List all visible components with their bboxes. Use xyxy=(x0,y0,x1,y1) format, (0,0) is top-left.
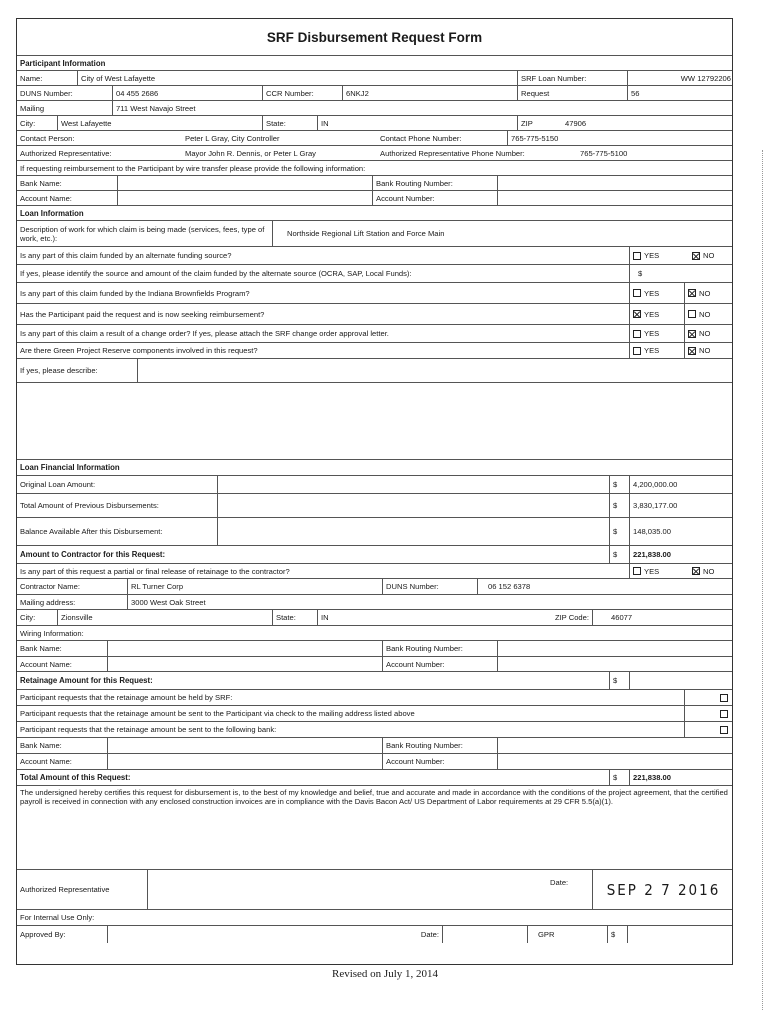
gpr-currency: $ xyxy=(607,926,627,943)
auth-rep-field[interactable]: Mayor John R. Dennis, or Peter L Gray xyxy=(185,148,316,158)
wiring-row xyxy=(17,625,732,640)
checkbox-icon[interactable] xyxy=(720,694,728,702)
total-currency: $ xyxy=(609,770,629,785)
signature-date-field[interactable]: SEP 2 7 2016 xyxy=(592,870,734,909)
approved-field[interactable] xyxy=(107,926,402,943)
q2-text: If yes, please identify the source and amount of the claim funded by the alternate source (OCRA, SAP, Local Funds): xyxy=(20,269,412,278)
retainage-opt3-text: Participant requests that the retainage amount be sent to the following bank: xyxy=(20,725,277,734)
form-title: SRF Disbursement Request Form xyxy=(266,29,483,45)
contractor-zip-field[interactable]: 46077 xyxy=(592,610,734,625)
retainage-opt3-box[interactable] xyxy=(684,722,734,737)
participant-bank-routing-label: Bank Routing Number: xyxy=(372,176,497,190)
q6-text: Are there Green Project Reserve components involved in this request? xyxy=(20,346,258,355)
revision-footer: Revised on July 1, 2014 xyxy=(331,968,439,980)
contractor-amount-value[interactable]: 221,838.00 xyxy=(629,546,734,563)
participant-account-number-field[interactable] xyxy=(497,191,734,205)
participant-bank-routing-field[interactable] xyxy=(497,176,734,190)
contractor-account-number-label: Account Number: xyxy=(382,657,497,671)
name-label: Name: xyxy=(20,73,43,83)
contractor-duns-label: DUNS Number: xyxy=(382,579,477,594)
previous-disb-spacer xyxy=(217,494,609,517)
gpr-label: GPR xyxy=(527,926,607,943)
checked-box-icon[interactable] xyxy=(692,567,700,575)
contractor-amount-row xyxy=(17,545,732,563)
zip-label: ZIP xyxy=(517,116,562,130)
balance-currency: $ xyxy=(609,518,629,545)
contractor-name-row xyxy=(17,578,732,594)
contractor-zip-label: ZIP Code: xyxy=(554,613,589,622)
auth-rep-row xyxy=(17,145,732,160)
signature-date-label: Date: xyxy=(550,878,569,887)
loan-number-field[interactable]: WW 12792206 xyxy=(627,71,734,85)
ccr-field[interactable]: 6NKJ2 xyxy=(342,86,517,100)
participant-section-row xyxy=(17,55,732,70)
participant-section-title: Participant Information xyxy=(20,58,106,68)
auth-phone-label: Authorized Representative Phone Number: xyxy=(380,148,525,158)
contact-phone-label: Contact Phone Number: xyxy=(380,133,462,143)
q5-yes[interactable]: YES xyxy=(629,325,684,342)
previous-disb-value[interactable]: 3,830,177.00 xyxy=(629,494,734,517)
city-row xyxy=(17,115,732,130)
financial-section-row xyxy=(17,459,732,475)
q6-yes[interactable]: YES xyxy=(629,343,684,358)
approved-row xyxy=(17,925,732,943)
contractor-account-name-label: Account Name: xyxy=(20,659,72,669)
mailing-field[interactable]: 711 West Navajo Street xyxy=(112,101,512,115)
retainage-account-name-label: Account Name: xyxy=(20,757,72,766)
checked-box-icon[interactable] xyxy=(688,330,696,338)
checked-box-icon[interactable] xyxy=(688,289,696,297)
mailing-label: Mailing xyxy=(20,103,45,113)
auth-rep-label: Authorized Representative: xyxy=(20,148,112,158)
q4-row xyxy=(17,303,732,324)
retainage-opt2-row xyxy=(17,705,732,721)
balance-label: Balance Available After this Disbursement: xyxy=(20,527,163,536)
describe-label: If yes, please describe: xyxy=(20,366,98,375)
retainage-bank-name-label: Bank Name: xyxy=(20,741,62,750)
retainage-bank-name-field[interactable] xyxy=(107,738,382,753)
zip-field[interactable]: 47906 xyxy=(565,118,587,128)
city-field[interactable]: West Lafayette xyxy=(57,116,262,130)
q2-row xyxy=(17,264,732,282)
internal-date-label: Date: xyxy=(420,930,439,939)
certification-text: The undersigned hereby certifies this request for disbursement is, to the best of my knowledge and belief, true and accurate and made in accordance with the conditions of the project agreement, that the certified payroll is received in connection with any enclosed construction invoices are in compliance with the Davis Bacon Act/ US Department of Labor requirements at 29 CFR 5.5(a)(1). xyxy=(20,788,728,806)
name-row xyxy=(17,70,732,85)
previous-disb-currency: $ xyxy=(609,494,629,517)
contractor-mailing-field[interactable]: 3000 West Oak Street xyxy=(127,595,477,609)
certification-row xyxy=(17,785,732,819)
contractor-state-field[interactable]: IN xyxy=(317,610,517,625)
contractor-city-label: City: xyxy=(20,613,36,622)
checkbox-icon[interactable] xyxy=(633,252,641,260)
approved-label: Approved By: xyxy=(20,930,66,939)
participant-account-row xyxy=(17,190,732,205)
retainage-opt1-row xyxy=(17,689,732,705)
balance-value[interactable]: 148,035.00 xyxy=(629,518,734,545)
contact-field[interactable]: Peter L Gray, City Controller xyxy=(185,133,280,143)
name-field[interactable]: City of West Lafayette xyxy=(77,71,517,85)
contractor-account-row xyxy=(17,656,732,671)
q4-no[interactable]: NO xyxy=(684,304,734,324)
signature-row xyxy=(17,869,732,909)
internal-label: For Internal Use Only: xyxy=(20,913,95,922)
contractor-bank-name-field[interactable] xyxy=(107,641,382,656)
wiring-label: Wiring Information: xyxy=(20,628,84,638)
describe-field[interactable] xyxy=(137,359,734,382)
loan-section-row xyxy=(17,205,732,220)
q2-amount-field[interactable]: $ xyxy=(629,265,734,282)
retainage-opt1-text: Participant requests that the retainage amount be held by SRF: xyxy=(20,693,233,702)
participant-account-number-label: Account Number: xyxy=(372,191,497,205)
contractor-state-label: State: xyxy=(272,610,317,625)
retainage-account-name-field[interactable] xyxy=(107,754,382,769)
internal-date-field[interactable] xyxy=(442,926,527,943)
duns-field[interactable]: 04 455 2686 xyxy=(112,86,262,100)
loan-section-title: Loan Information xyxy=(20,208,84,218)
previous-disb-row xyxy=(17,493,732,517)
disbursement-form xyxy=(16,18,733,965)
describe-row xyxy=(17,358,732,382)
checked-box-icon[interactable] xyxy=(633,310,641,318)
q6-no[interactable]: NO xyxy=(684,343,734,358)
retainage-bank-routing-label: Bank Routing Number: xyxy=(382,738,497,753)
retainage-account-number-label: Account Number: xyxy=(382,754,497,769)
retainage-amount-row xyxy=(17,671,732,689)
q5-text: Is any part of this claim a result of a change order? If yes, please attach the SRF change order approval letter. xyxy=(20,329,389,338)
contractor-mailing-label: Mailing address: xyxy=(20,597,76,607)
gpr-field[interactable] xyxy=(627,926,734,943)
work-desc-field[interactable]: Northside Regional Lift Station and Force Main xyxy=(272,221,734,246)
contractor-city-field[interactable]: Zionsville xyxy=(57,610,272,625)
retainage-yes[interactable]: YES xyxy=(629,564,684,578)
q4-text: Has the Participant paid the request and is now seeking reimbursement? xyxy=(20,309,265,319)
city-label: City: xyxy=(20,118,36,128)
q4-yes[interactable]: YES xyxy=(629,304,684,324)
original-loan-value[interactable]: 4,200,000.00 xyxy=(629,476,734,493)
participant-bank-row xyxy=(17,175,732,190)
duns-row xyxy=(17,85,732,100)
retainage-no[interactable]: NO xyxy=(689,564,734,578)
q1-text: Is any part of this claim funded by an alternate funding source? xyxy=(20,251,232,260)
loan-number-label: SRF Loan Number: xyxy=(517,71,627,85)
checkbox-icon[interactable] xyxy=(688,310,696,318)
contractor-bank-routing-label: Bank Routing Number: xyxy=(382,641,497,656)
mailing-row xyxy=(17,100,732,115)
work-desc-label: Description of work for which claim is being made (services, fees, type of work, etc.): xyxy=(20,224,265,243)
retainage-opt2-box[interactable] xyxy=(684,706,734,721)
internal-row xyxy=(17,909,732,925)
duns-label: DUNS Number: xyxy=(20,88,73,98)
retainage-amount-field[interactable] xyxy=(629,672,734,689)
participant-account-name-label: Account Name: xyxy=(20,193,72,203)
retainage-opt2-text: Participant requests that the retainage amount be sent to the Participant via check to the mailing address listed above xyxy=(20,709,415,718)
contractor-bank-row xyxy=(17,640,732,656)
request-field[interactable]: 56 xyxy=(627,86,734,100)
total-label: Total Amount of this Request: xyxy=(20,773,131,782)
retainage-bank-routing-field[interactable] xyxy=(497,738,734,753)
q3-no[interactable]: NO xyxy=(684,283,734,303)
retainage-q-text: Is any part of this request a partial or final release of retainage to the contractor? xyxy=(20,566,290,576)
contractor-account-name-field[interactable] xyxy=(107,657,382,671)
original-loan-currency: $ xyxy=(609,476,629,493)
retainage-opt3-row xyxy=(17,721,732,737)
original-loan-row xyxy=(17,475,732,493)
retainage-bank-row xyxy=(17,737,732,753)
q1-yes[interactable]: YES xyxy=(629,247,684,264)
q1-row xyxy=(17,246,732,264)
previous-disb-label: Total Amount of Previous Disbursements: xyxy=(20,501,159,510)
retainage-amount-label: Retainage Amount for this Request: xyxy=(20,676,153,685)
checkbox-icon[interactable] xyxy=(633,567,641,575)
scan-edge xyxy=(762,150,764,1010)
state-field[interactable]: IN xyxy=(317,116,517,130)
wire-note-row xyxy=(17,160,732,175)
contractor-name-field[interactable]: RL Turner Corp xyxy=(127,579,382,594)
wire-note: If requesting reimbursement to the Participant by wire transfer please provide the following information: xyxy=(20,163,366,173)
checkbox-icon[interactable] xyxy=(633,347,641,355)
auth-signature-field[interactable] xyxy=(147,870,547,909)
q3-text: Is any part of this claim funded by the Indiana Brownfields Program? xyxy=(20,288,250,298)
balance-spacer xyxy=(217,518,609,545)
retainage-account-number-field[interactable] xyxy=(497,754,734,769)
checkbox-icon[interactable] xyxy=(720,710,728,718)
retainage-currency: $ xyxy=(609,672,629,689)
q3-yes[interactable]: YES xyxy=(629,283,684,303)
q6-row xyxy=(17,342,732,358)
participant-bank-name-field[interactable] xyxy=(117,176,372,190)
total-amount[interactable]: 221,838.00 xyxy=(629,770,734,785)
contractor-city-row xyxy=(17,609,732,625)
work-desc-row xyxy=(17,220,732,246)
contractor-duns-field[interactable]: 06 152 6378 xyxy=(477,579,734,594)
ccr-label: CCR Number: xyxy=(262,86,342,100)
original-loan-spacer xyxy=(217,476,609,493)
contact-phone-field[interactable]: 765-775-5150 xyxy=(507,131,627,145)
retainage-q-row xyxy=(17,563,732,578)
checkbox-icon[interactable] xyxy=(633,289,641,297)
contractor-mailing-row xyxy=(17,594,732,609)
balance-row xyxy=(17,517,732,545)
checkbox-icon[interactable] xyxy=(633,330,641,338)
total-row xyxy=(17,769,732,785)
auth-signature-label: Authorized Representative xyxy=(20,885,110,894)
participant-bank-name-label: Bank Name: xyxy=(20,178,62,188)
checked-box-icon[interactable] xyxy=(692,252,700,260)
original-loan-label: Original Loan Amount: xyxy=(20,480,96,489)
contractor-bank-routing-field[interactable] xyxy=(497,641,734,656)
q3-row xyxy=(17,282,732,303)
checked-box-icon[interactable] xyxy=(688,347,696,355)
auth-phone-field[interactable]: 765-775-5100 xyxy=(580,148,628,158)
participant-account-name-field[interactable] xyxy=(117,191,372,205)
retainage-opt1-box[interactable] xyxy=(684,690,734,705)
contractor-amount-label: Amount to Contractor for this Request: xyxy=(20,550,166,559)
state-label: State: xyxy=(262,116,317,130)
financial-section-title: Loan Financial Information xyxy=(20,463,120,472)
contact-row xyxy=(17,130,732,145)
retainage-account-row xyxy=(17,753,732,769)
contractor-name-label: Contractor Name: xyxy=(20,582,80,591)
q1-no[interactable]: NO xyxy=(689,247,734,264)
checkbox-icon[interactable] xyxy=(720,726,728,734)
contractor-account-number-field[interactable] xyxy=(497,657,734,671)
contact-label: Contact Person: xyxy=(20,133,75,143)
q5-row xyxy=(17,324,732,342)
contractor-amount-currency: $ xyxy=(609,546,629,563)
contractor-bank-name-label: Bank Name: xyxy=(20,644,62,653)
request-label: Request xyxy=(517,86,627,100)
q5-no[interactable]: NO xyxy=(684,325,734,342)
